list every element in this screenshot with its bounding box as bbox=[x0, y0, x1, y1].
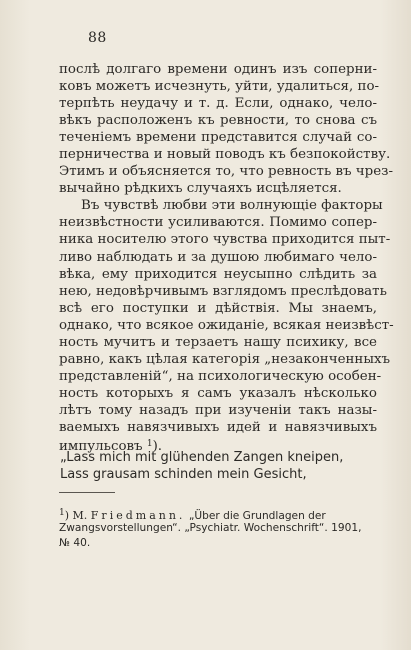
text-line: равно, какъ цѣлая категорія „незаконченныхъ bbox=[59, 351, 391, 367]
footnote-line: Zwangsvorstellungen“. „Psychiatr. Wochenschrift“. 1901, bbox=[59, 522, 362, 534]
text-fragment: ). bbox=[152, 439, 163, 455]
quote-line: Lass grausam schinden mein Gesicht, bbox=[60, 467, 307, 482]
footnote bbox=[59, 506, 377, 551]
text-line: ковъ можетъ исчезнуть, уйти, удалиться, по- bbox=[59, 79, 380, 95]
text-line: ливо наблюдать и за душою любимаго чело- bbox=[59, 249, 377, 265]
footnote-author: Friedmann. bbox=[90, 509, 186, 522]
footnote-reference[interactable]: 1 bbox=[146, 439, 153, 450]
footnote-marker: 1 bbox=[59, 508, 65, 518]
text-line: ваемыхъ навязчивыхъ идей и навязчивыхъ bbox=[59, 419, 377, 435]
body-text bbox=[59, 61, 394, 455]
paragraph-2 bbox=[59, 197, 394, 455]
footnote-marker-suffix: ) bbox=[64, 509, 70, 522]
text-line: ность которыхъ я самъ указалъ нѣсколько bbox=[59, 385, 377, 401]
text-fragment: импульсовъ bbox=[59, 439, 143, 455]
text-line: вѣка, ему приходится неусыпно слѣдить за bbox=[59, 266, 377, 282]
text-line: послѣ долгаго времени одинъ изъ соперни- bbox=[59, 62, 377, 77]
text-line: всѣ его поступки и дѣйствія. Мы знаемъ, bbox=[59, 300, 377, 316]
text-line: ника носителю этого чувства приходится пыт- bbox=[59, 232, 391, 248]
page-number: 88 bbox=[88, 30, 107, 46]
footnote-initial: M. bbox=[72, 509, 88, 522]
text-line: представленій“, на психологическую особен- bbox=[59, 368, 382, 384]
text-line: нею, недовѣрчивымъ взглядомъ преслѣдовать bbox=[59, 283, 387, 299]
text-line: перничества и новый поводъ къ безпокойству. bbox=[59, 147, 391, 163]
quote-line: „Lass mich mit glühenden Zangen kneipen, bbox=[60, 450, 344, 465]
text-line: лѣтъ тому назадъ при изученіи такъ назы- bbox=[59, 402, 377, 418]
text-line: ность мучитъ и терзаетъ нашу психику, все bbox=[59, 334, 377, 350]
footnote-title: „Über die Grundlagen der bbox=[188, 510, 326, 522]
footnote-line: № 40. bbox=[59, 537, 91, 549]
text-line: вѣкъ расположенъ къ ревности, то снова съ bbox=[59, 113, 377, 129]
footnote-line bbox=[59, 506, 377, 521]
text-line: теченіемъ времени представится случай со- bbox=[59, 130, 377, 146]
text-line: неизвѣстности усиливаются. Помимо сопер- bbox=[59, 215, 377, 231]
text-line: Этимъ и объясняется то, что ревность въ чрез- bbox=[59, 164, 393, 180]
text-line: Въ чувствѣ любви эти волнующіе факторы bbox=[81, 198, 383, 214]
paragraph-1 bbox=[59, 61, 393, 197]
german-quote bbox=[60, 449, 360, 483]
text-line: терпѣть неудачу и т. д. Если, однако, чело- bbox=[59, 96, 377, 112]
text-line: однако, что всякое ожиданіе, всякая неизвѣст- bbox=[59, 317, 394, 333]
footnote-divider bbox=[59, 492, 115, 493]
text-line: вычайно рѣдкихъ случаяхъ исцѣляется. bbox=[59, 181, 342, 197]
